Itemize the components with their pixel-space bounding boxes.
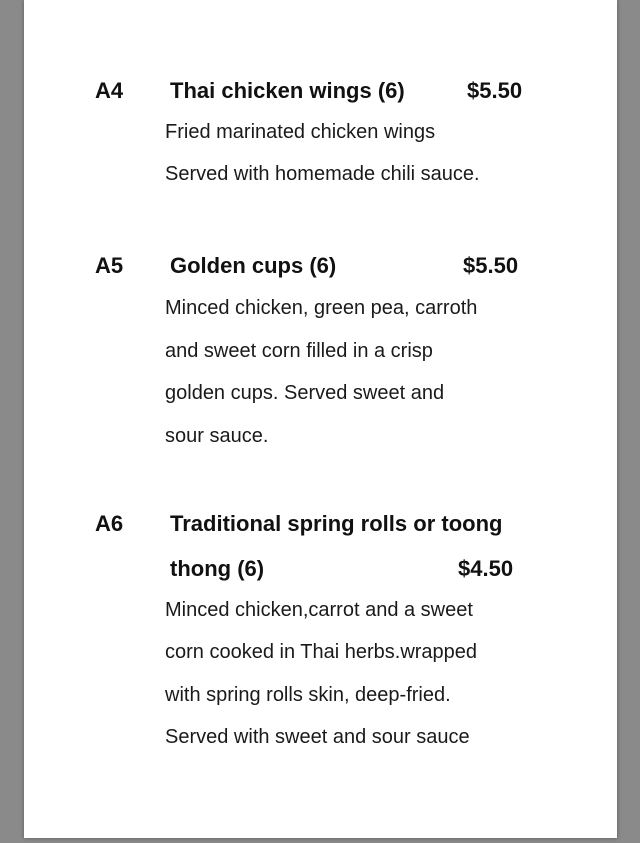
item-title: Golden cups (6) <box>170 253 337 278</box>
item-description-line: Minced chicken,carrot and a sweet <box>165 599 473 621</box>
item-title: Thai chicken wings (6) <box>170 78 405 103</box>
item-price: $5.50 <box>467 78 523 103</box>
item-description-line: and sweet corn filled in a crisp <box>165 340 433 362</box>
item-description-line: Fried marinated chicken wings <box>165 121 436 143</box>
item-title: Traditional spring rolls or toong <box>170 511 503 536</box>
item-code: A5 <box>95 253 124 278</box>
item-description-line: corn cooked in Thai herbs.wrapped <box>165 641 478 663</box>
item-description-line: golden cups. Served sweet and <box>165 382 445 404</box>
item-price: $5.50 <box>463 253 519 278</box>
item-description-line: sour sauce. <box>165 425 269 447</box>
item-description-line: Minced chicken, green pea, carroth <box>165 297 478 319</box>
item-description-line: with spring rolls skin, deep-fried. <box>165 684 451 706</box>
item-code: A4 <box>95 78 124 103</box>
menu-page <box>24 0 617 838</box>
item-title: thong (6) <box>170 556 265 581</box>
item-description-line: Served with homemade chili sauce. <box>165 163 480 185</box>
item-description-line: Served with sweet and sour sauce <box>165 726 470 748</box>
item-price: $4.50 <box>458 556 514 581</box>
item-code: A6 <box>95 511 124 536</box>
